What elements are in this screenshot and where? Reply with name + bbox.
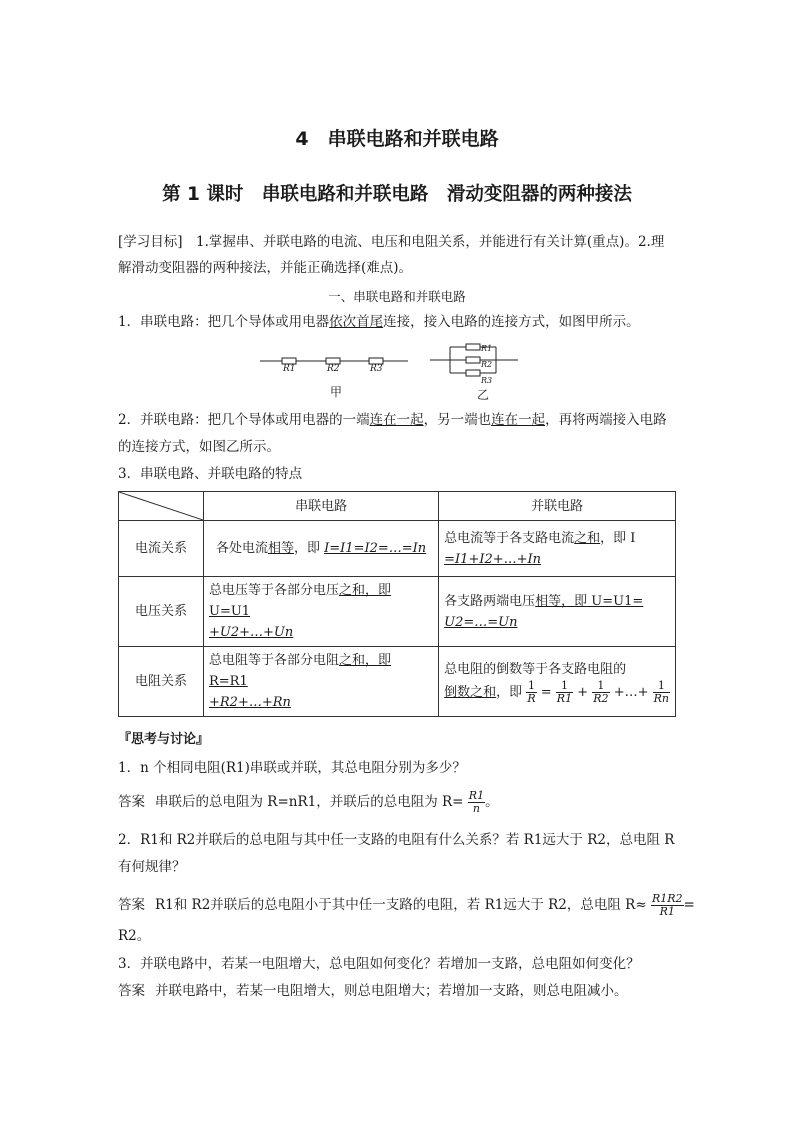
frac-den: n bbox=[472, 802, 480, 815]
lesson-title: 4 串联电路和并联电路 bbox=[295, 128, 499, 150]
series-voltage-formula: +U2+…+Un bbox=[209, 625, 294, 640]
frac-den: R1 bbox=[556, 691, 573, 705]
parallel-current-line1 bbox=[444, 528, 670, 549]
frac-num: 1 bbox=[527, 678, 535, 692]
answer-2 bbox=[118, 893, 695, 918]
question-2-line1: 2．R1和 R2并联后的总电阻与其中任一支路的电阻有什么关系？若 R1远大于 R2，总电阻 R bbox=[118, 832, 675, 848]
parallel-voltage-pre: 各支路两端电压 bbox=[444, 593, 536, 609]
answer-2-line2: R2。 bbox=[118, 928, 151, 944]
header-series: 串联电路 bbox=[204, 492, 439, 521]
parallel-voltage-formula: U2=…=Un bbox=[444, 614, 518, 630]
characteristics-heading: 3．串联电路、并联电路的特点 bbox=[118, 466, 303, 482]
frac-den: R bbox=[527, 691, 536, 705]
series-resistance-pre: 总电阻等于各部分电阻 bbox=[209, 653, 340, 668]
series-voltage-pre: 总电压等于各部分电压 bbox=[209, 583, 340, 598]
plus-sign: + bbox=[577, 684, 589, 700]
figure-caption-jia: 甲 bbox=[330, 385, 343, 399]
series-voltage-post: ，即 U=U1 bbox=[209, 583, 392, 619]
row-label-resistance: 电阻关系 bbox=[119, 647, 204, 717]
answer-2-fraction bbox=[651, 893, 684, 918]
series-resistance-formula: +R2+…+Rn bbox=[209, 695, 291, 710]
comparison-table bbox=[118, 491, 676, 717]
parallel-current-post: ，即 I bbox=[600, 530, 636, 546]
parallel-resistance-line2 bbox=[444, 680, 670, 705]
frac-den: R2 bbox=[593, 691, 609, 705]
series-def-key: 依次首尾 bbox=[329, 314, 384, 330]
answer-3 bbox=[118, 981, 628, 1001]
fraction-1-over-Rn bbox=[653, 680, 670, 705]
parallel-definition-line2: 的连接方式，如图乙所示。 bbox=[118, 439, 280, 455]
header-parallel: 并联电路 bbox=[439, 492, 676, 521]
answer-2-end: = bbox=[683, 897, 695, 913]
parallel-def-a: 2．并联电路：把几个导体或用电器的一端 bbox=[118, 412, 370, 428]
plus-dots: +…+ bbox=[613, 684, 649, 700]
series-current-key: 相等 bbox=[267, 541, 294, 556]
series-voltage-key: 之和 bbox=[339, 583, 366, 598]
parallel-def-key1: 连在一起 bbox=[369, 412, 424, 428]
learning-goals-line2: 解滑动变阻器的两种接法，并能正确选择(难点)。 bbox=[118, 260, 413, 276]
parallel-voltage-cell bbox=[439, 577, 676, 647]
section-heading: 一、串联电路和并联电路 bbox=[328, 289, 466, 304]
parallel-resistance-key: 倒数之和 bbox=[444, 684, 497, 700]
parallel-current-cell bbox=[439, 521, 676, 577]
series-r1-label: R1 bbox=[283, 364, 296, 374]
parallel-current-pre: 总电流等于各支路电流 bbox=[444, 530, 575, 546]
parallel-r2-label: R2 bbox=[481, 360, 493, 369]
diagonal-corner-cell bbox=[119, 492, 204, 521]
series-r2-label: R2 bbox=[327, 364, 340, 374]
series-voltage-line1 bbox=[209, 580, 433, 622]
parallel-current-key: 之和 bbox=[574, 530, 601, 546]
parallel-voltage-line1 bbox=[444, 591, 670, 612]
fraction-1-over-R1 bbox=[556, 680, 573, 705]
series-current-cell bbox=[204, 521, 439, 577]
parallel-circuit-diagram bbox=[428, 342, 520, 388]
parallel-def-c: ，再将两端接入电路 bbox=[545, 412, 667, 428]
parallel-resistance-post: ，即 bbox=[496, 684, 523, 700]
table-row bbox=[119, 647, 676, 717]
series-current-mid: ，即 bbox=[294, 541, 325, 556]
row-label-voltage: 电压关系 bbox=[119, 577, 204, 647]
equals-sign: = bbox=[540, 684, 552, 700]
answer-1-end: 。 bbox=[485, 794, 499, 810]
frac-num: R1 bbox=[468, 789, 485, 802]
answer-1 bbox=[118, 790, 499, 815]
series-resistance-line1 bbox=[209, 650, 433, 692]
parallel-r1-label: R1 bbox=[481, 344, 493, 353]
table-row bbox=[119, 521, 676, 577]
diagonal-line bbox=[119, 492, 203, 520]
frac-num: 1 bbox=[653, 680, 670, 693]
parallel-voltage-post: ，即 U=U1= bbox=[561, 593, 644, 609]
series-def-post: 连接，接入电路的连接方式，如图甲所示。 bbox=[383, 314, 640, 330]
frac-num: 1 bbox=[556, 680, 573, 693]
fraction-1-over-R bbox=[526, 680, 536, 705]
answer-2-text: R1和 R2并联后的总电阻小于其中任一支路的电阻，若 R1远大于 R2，总电阻 R≈ bbox=[155, 897, 647, 913]
parallel-voltage-key: 相等 bbox=[535, 593, 562, 609]
figure-caption-yi: 乙 bbox=[477, 388, 490, 402]
parallel-def-key2: 连在一起 bbox=[491, 412, 546, 428]
parallel-r3-label: R3 bbox=[481, 376, 493, 385]
frac-num: 1 bbox=[592, 680, 609, 693]
series-r3-label: R3 bbox=[370, 364, 383, 374]
parallel-definition-line1 bbox=[118, 410, 667, 430]
series-def-pre: 1．串联电路：把几个导体或用电器 bbox=[118, 314, 330, 330]
series-voltage-cell bbox=[204, 577, 439, 647]
answer-1-fraction bbox=[468, 790, 485, 815]
frac-den: R1 bbox=[659, 905, 675, 918]
series-current-pre: 各处电流 bbox=[215, 541, 268, 556]
answer-3-text: 并联电路中，若某一电阻增大，则总电阻增大；若增加一支路，则总电阻减小。 bbox=[155, 983, 628, 999]
series-definition bbox=[118, 312, 640, 332]
series-resistance-post: ，即 R=R1 bbox=[209, 653, 392, 689]
answer-label: 答案 bbox=[118, 897, 145, 913]
table-row bbox=[119, 577, 676, 647]
parallel-resistance-cell bbox=[439, 647, 676, 717]
parallel-current-formula: =I1+I2+…+In bbox=[444, 551, 542, 567]
series-resistance-cell bbox=[204, 647, 439, 717]
answer-label: 答案 bbox=[118, 794, 145, 810]
question-2-line2: 有何规律？ bbox=[118, 859, 186, 875]
lesson-subtitle: 第 1 课时 串联电路和并联电路 滑动变阻器的两种接法 bbox=[162, 184, 632, 205]
learning-goals-line1: [学习目标] 1.掌握串、并联电路的电流、电压和电阻关系，并能进行有关计算(重点)。2.理 bbox=[118, 234, 665, 250]
discussion-heading: 『思考与讨论』 bbox=[118, 732, 210, 747]
table-header-row bbox=[119, 492, 676, 521]
answer-label: 答案 bbox=[118, 983, 145, 999]
question-1: 1．n 个相同电阻(R1)串联或并联，其总电阻分别为多少？ bbox=[118, 760, 466, 776]
row-label-current: 电流关系 bbox=[119, 521, 204, 577]
frac-den: Rn bbox=[653, 691, 669, 705]
parallel-def-b: ，另一端也 bbox=[423, 412, 492, 428]
answer-1-text: 串联后的总电阻为 R=nR1，并联后的总电阻为 R= bbox=[155, 794, 464, 810]
parallel-resistance-line1: 总电阻的倒数等于各支路电阻的 bbox=[444, 661, 627, 677]
question-3: 3．并联电路中，若某一电阻增大，总电阻如何变化？若增加一支路，总电阻如何变化？ bbox=[118, 956, 640, 972]
frac-num: R1R2 bbox=[651, 892, 683, 905]
fraction-1-over-R2 bbox=[592, 680, 609, 705]
series-resistance-key: 之和 bbox=[339, 653, 366, 668]
series-current-formula: I=I1=I2=…=In bbox=[324, 541, 427, 556]
